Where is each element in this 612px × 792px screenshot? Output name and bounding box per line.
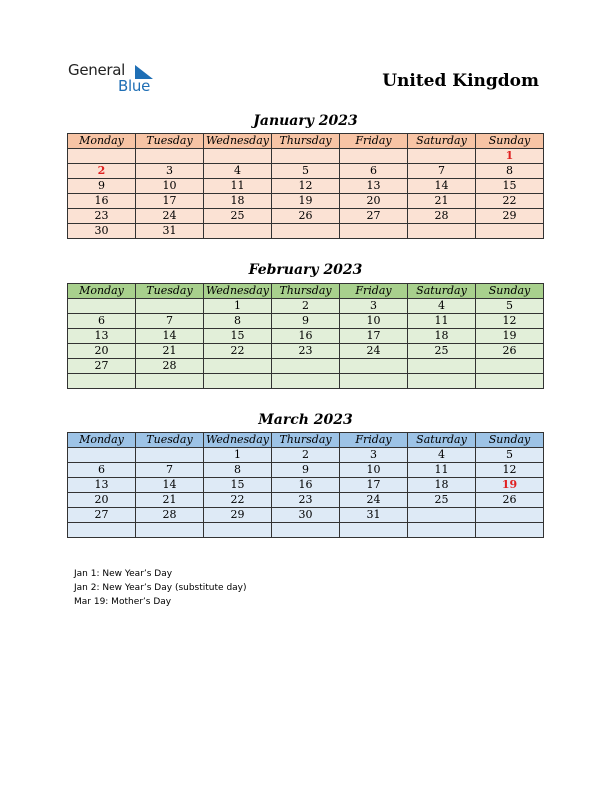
day-cell: 29 [204,508,272,523]
day-cell: 20 [68,493,136,508]
day-cell: 31 [136,224,204,239]
day-cell: 12 [476,463,544,478]
weekday-header: Sunday [476,134,544,149]
day-cell: 26 [476,344,544,359]
day-cell: 28 [136,508,204,523]
day-cell: 21 [408,194,476,209]
day-cell: 18 [408,478,476,493]
general-blue-logo [68,61,168,95]
holiday-item: Mar 19: Mother’s Day [74,597,172,607]
day-cell: 24 [340,493,408,508]
week-row [68,508,544,523]
day-cell: 23 [272,493,340,508]
day-cell [272,149,340,164]
day-cell: 23 [68,209,136,224]
day-cell: 26 [272,209,340,224]
month-title-march: March 2023 [258,412,353,428]
weekday-header: Thursday [272,284,340,299]
day-cell: 13 [68,478,136,493]
weekday-header: Thursday [272,433,340,448]
day-cell: 6 [340,164,408,179]
day-cell [476,359,544,374]
week-row [68,493,544,508]
weekday-header: Tuesday [136,134,204,149]
day-cell: 1 [204,299,272,314]
day-cell: 2 [68,164,136,179]
day-cell [476,224,544,239]
day-cell [476,374,544,389]
day-cell: 2 [272,448,340,463]
day-cell: 8 [204,463,272,478]
week-row [68,478,544,493]
day-cell: 13 [340,179,408,194]
week-row [68,448,544,463]
day-cell [272,359,340,374]
weekday-header: Friday [340,134,408,149]
day-cell [408,224,476,239]
week-row [68,314,544,329]
weekday-header: Wednesday [204,433,272,448]
day-cell: 27 [340,209,408,224]
week-row [68,224,544,239]
month-title-february: February 2023 [248,262,363,278]
day-cell: 9 [272,463,340,478]
week-row [68,374,544,389]
week-row [68,463,544,478]
day-cell: 15 [204,478,272,493]
day-cell: 25 [204,209,272,224]
day-cell [408,508,476,523]
weekday-header: Monday [68,134,136,149]
weekday-header: Monday [68,433,136,448]
weekday-header-row [68,433,544,448]
week-row [68,344,544,359]
day-cell [68,374,136,389]
week-row [68,164,544,179]
day-cell: 11 [408,463,476,478]
weekday-header: Saturday [408,134,476,149]
weekday-header: Thursday [272,134,340,149]
weekday-header: Sunday [476,284,544,299]
day-cell: 15 [476,179,544,194]
day-cell: 28 [408,209,476,224]
day-cell [204,149,272,164]
day-cell: 19 [272,194,340,209]
day-cell [204,523,272,538]
day-cell: 4 [204,164,272,179]
day-cell: 12 [272,179,340,194]
day-cell: 3 [136,164,204,179]
day-cell: 11 [204,179,272,194]
day-cell: 6 [68,463,136,478]
weekday-header: Friday [340,433,408,448]
day-cell: 19 [476,329,544,344]
month-title-january: January 2023 [253,113,358,129]
weekday-header: Wednesday [204,284,272,299]
week-row [68,523,544,538]
day-cell: 18 [204,194,272,209]
day-cell [204,224,272,239]
day-cell [408,149,476,164]
week-row [68,299,544,314]
day-cell: 8 [476,164,544,179]
day-cell [272,224,340,239]
day-cell: 24 [136,209,204,224]
day-cell: 3 [340,448,408,463]
week-row [68,194,544,209]
day-cell [272,523,340,538]
day-cell: 3 [340,299,408,314]
day-cell [204,359,272,374]
country-title: United Kingdom [382,71,539,91]
weekday-header: Friday [340,284,408,299]
weekday-header: Wednesday [204,134,272,149]
day-cell: 16 [272,478,340,493]
day-cell [408,523,476,538]
day-cell: 7 [136,463,204,478]
day-cell: 5 [476,299,544,314]
day-cell [340,149,408,164]
weekday-header: Tuesday [136,284,204,299]
week-row [68,329,544,344]
week-row [68,359,544,374]
day-cell [204,374,272,389]
weekday-header: Saturday [408,284,476,299]
day-cell: 30 [272,508,340,523]
day-cell: 8 [204,314,272,329]
day-cell: 1 [204,448,272,463]
day-cell: 9 [68,179,136,194]
week-row [68,149,544,164]
weekday-header: Monday [68,284,136,299]
day-cell [340,359,408,374]
day-cell [136,374,204,389]
day-cell: 19 [476,478,544,493]
day-cell: 26 [476,493,544,508]
day-cell: 22 [204,344,272,359]
day-cell: 13 [68,329,136,344]
day-cell: 21 [136,493,204,508]
weekday-header: Sunday [476,433,544,448]
day-cell [68,448,136,463]
day-cell: 7 [408,164,476,179]
week-row [68,179,544,194]
day-cell: 31 [340,508,408,523]
day-cell: 17 [340,329,408,344]
day-cell: 14 [136,329,204,344]
day-cell: 27 [68,508,136,523]
day-cell: 22 [204,493,272,508]
day-cell: 21 [136,344,204,359]
day-cell: 23 [272,344,340,359]
day-cell: 2 [272,299,340,314]
day-cell: 30 [68,224,136,239]
day-cell: 20 [68,344,136,359]
day-cell [272,374,340,389]
day-cell: 15 [204,329,272,344]
day-cell: 10 [340,314,408,329]
day-cell [476,508,544,523]
day-cell [408,374,476,389]
day-cell: 6 [68,314,136,329]
day-cell [476,523,544,538]
logo-text-general: General [68,61,126,79]
day-cell: 7 [136,314,204,329]
holiday-list [74,567,247,609]
day-cell: 5 [272,164,340,179]
logo-text-blue: Blue [118,77,150,95]
day-cell: 24 [340,344,408,359]
day-cell: 5 [476,448,544,463]
day-cell: 18 [408,329,476,344]
week-row [68,209,544,224]
calendar-march [67,432,544,538]
weekday-header: Tuesday [136,433,204,448]
day-cell: 27 [68,359,136,374]
day-cell: 22 [476,194,544,209]
day-cell [136,523,204,538]
day-cell: 11 [408,314,476,329]
day-cell: 14 [408,179,476,194]
day-cell: 4 [408,299,476,314]
day-cell: 14 [136,478,204,493]
day-cell: 4 [408,448,476,463]
day-cell [136,149,204,164]
calendar-february [67,283,544,389]
day-cell: 1 [476,149,544,164]
day-cell: 16 [68,194,136,209]
day-cell: 25 [408,344,476,359]
day-cell: 12 [476,314,544,329]
day-cell [136,448,204,463]
calendar-january [67,133,544,239]
day-cell: 20 [340,194,408,209]
day-cell [68,299,136,314]
weekday-header-row [68,134,544,149]
day-cell: 16 [272,329,340,344]
day-cell [340,374,408,389]
day-cell: 10 [340,463,408,478]
day-cell: 25 [408,493,476,508]
day-cell: 17 [340,478,408,493]
day-cell [340,523,408,538]
day-cell [68,149,136,164]
day-cell: 9 [272,314,340,329]
day-cell: 29 [476,209,544,224]
day-cell [408,359,476,374]
day-cell [136,299,204,314]
day-cell [340,224,408,239]
weekday-header: Saturday [408,433,476,448]
day-cell: 10 [136,179,204,194]
day-cell: 17 [136,194,204,209]
day-cell: 28 [136,359,204,374]
holiday-item: Jan 1: New Year’s Day [74,569,173,579]
holiday-item: Jan 2: New Year’s Day (substitute day) [74,583,247,593]
weekday-header-row [68,284,544,299]
day-cell [68,523,136,538]
